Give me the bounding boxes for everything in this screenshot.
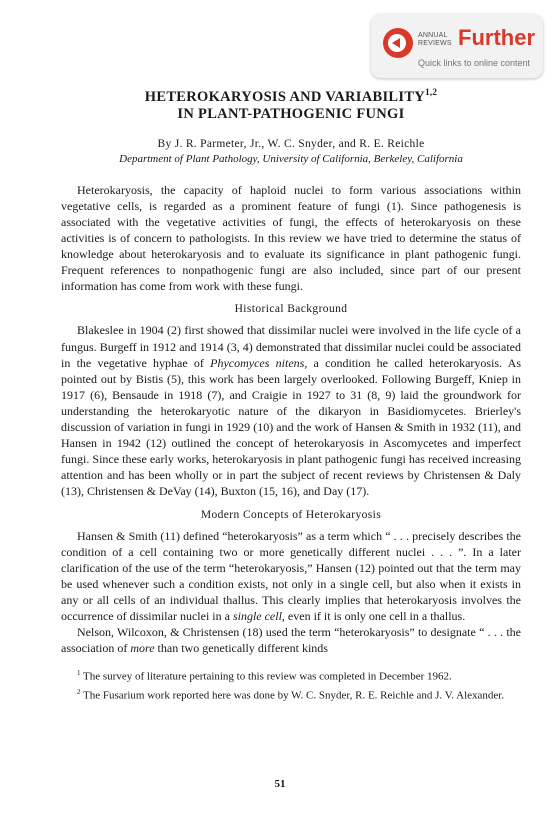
article-title xyxy=(61,84,521,123)
page-body xyxy=(61,84,521,704)
authors: By J. R. Parmeter, Jr., W. C. Snyder, and R. E. Reichle xyxy=(157,137,425,150)
footnote-1-text: The survey of literature pertaining to this review was completed in December 1962. xyxy=(80,670,452,683)
section-heading-modern: Modern Concepts of Heterokaryosis xyxy=(200,508,382,521)
text-run: than two genetically different kinds xyxy=(154,641,328,656)
historical-paragraph xyxy=(61,322,521,499)
text-run: , a condition he called heterokaryosis. As pointed out by Bistis (5), this work has been largely overlooked. Following Burgeff, Kniep in 1917 (6), Bensaude in 1918 (7), and Craigie in 1927 to 31 (8, 9) laid the groundwork for understanding the heterokaryotic nature of the dikaryon in Basidiomycetes. Brierley's discussion of variation in fungi in 1929 (10) and the work of Hansen & Smith in 1932 (11), and Hansen in 1942 (12) outlined the concept of heterokaryosis in Ascomycetes and imperfect fungi. Since these early works, heterokaryosis in plant pathogenic fungi has received increasing attention and has been wholly or in part the subject of recent reviews by Christensen & Daly (13), Christensen & DeVay (14), Buxton (15, 16), and Day (17). xyxy=(61,355,522,499)
species-name: Phycomyces nitens xyxy=(210,355,305,370)
modern-paragraph-1 xyxy=(61,528,521,625)
page-number: 51 xyxy=(274,778,286,790)
title-line-1: HETEROKARYOSIS AND VARIABILITY xyxy=(144,88,426,105)
publisher-label: ANNUAL REVIEWS xyxy=(418,32,452,47)
annual-reviews-logo-icon xyxy=(383,28,413,58)
section-heading-historical: Historical Background xyxy=(234,303,348,316)
footnotes xyxy=(61,666,521,703)
text-run: Nelson, Wilcoxon, & Christensen (18) used the term “heterokaryosis” to designate “ . . . the association of xyxy=(61,625,521,656)
title-line-2: IN PLANT-PATHOGENIC FUNGI xyxy=(177,105,405,122)
text-run: Hansen & Smith (11) defined “heterokaryosis” as a term which “ . . . precisely describes the condition of a cell containing two or more genetically different nuclei . . . ”. In a later clarification of the use of the term “heterokaryosis,” Hansen (12) pointed out that the term may be used whenever such a condition exists, not only in a single cell, but also when it exists in any or all cells of an individual thallus. This clearly implies that heterokaryosis involves the occurrence of dissimilar nuclei in a xyxy=(61,528,521,623)
affiliation: Department of Plant Pathology, University of California, Berkeley, California xyxy=(119,152,463,165)
title-footnote-marks: 1,2 xyxy=(425,87,438,97)
footnote-2 xyxy=(61,685,521,704)
text-run: , even if it is only one cell in a thallus. xyxy=(281,608,466,623)
text-run: Blakeslee in 1904 (2) first showed that dissimilar nuclei were involved in the life cycle of a fungus. Burgeff in 1912 and 1914 (3, 4) demonstrated that dissimilar nuclei could be associated in the vegetative hyphae of xyxy=(61,323,521,370)
emphasis: single cell xyxy=(232,608,282,623)
footnote-1 xyxy=(61,666,521,685)
emphasis: more xyxy=(130,641,155,656)
further-badge[interactable] xyxy=(371,14,543,78)
intro-paragraph: Heterokaryosis, the capacity of haploid nuclei to form various associations within vegetative cells, is regarded as a prominent feature of fungi (1). Since pathogenesis is associated with the vegetative activities of fungi, the effects of heterokaryosis on these activities is of concern to pathologists. In this review we have tried to determine the status of knowledge about heterokaryosis and to evaluate its significance in plant pathogenic fungi. Frequent references to nonpathogenic fungi are also included, since part of our present information has come from work with these fungi. xyxy=(61,182,521,294)
footnote-2-text: The Fusarium work reported here was done by W. C. Snyder, R. E. Reichle and J. V. Alexander. xyxy=(80,689,505,702)
modern-paragraph-2 xyxy=(61,624,521,656)
quick-links-label: Quick links to online content xyxy=(418,58,531,68)
footnote-1-mark: 1 xyxy=(77,669,81,678)
footnote-2-mark: 2 xyxy=(77,687,81,696)
further-label: Further xyxy=(458,25,535,50)
